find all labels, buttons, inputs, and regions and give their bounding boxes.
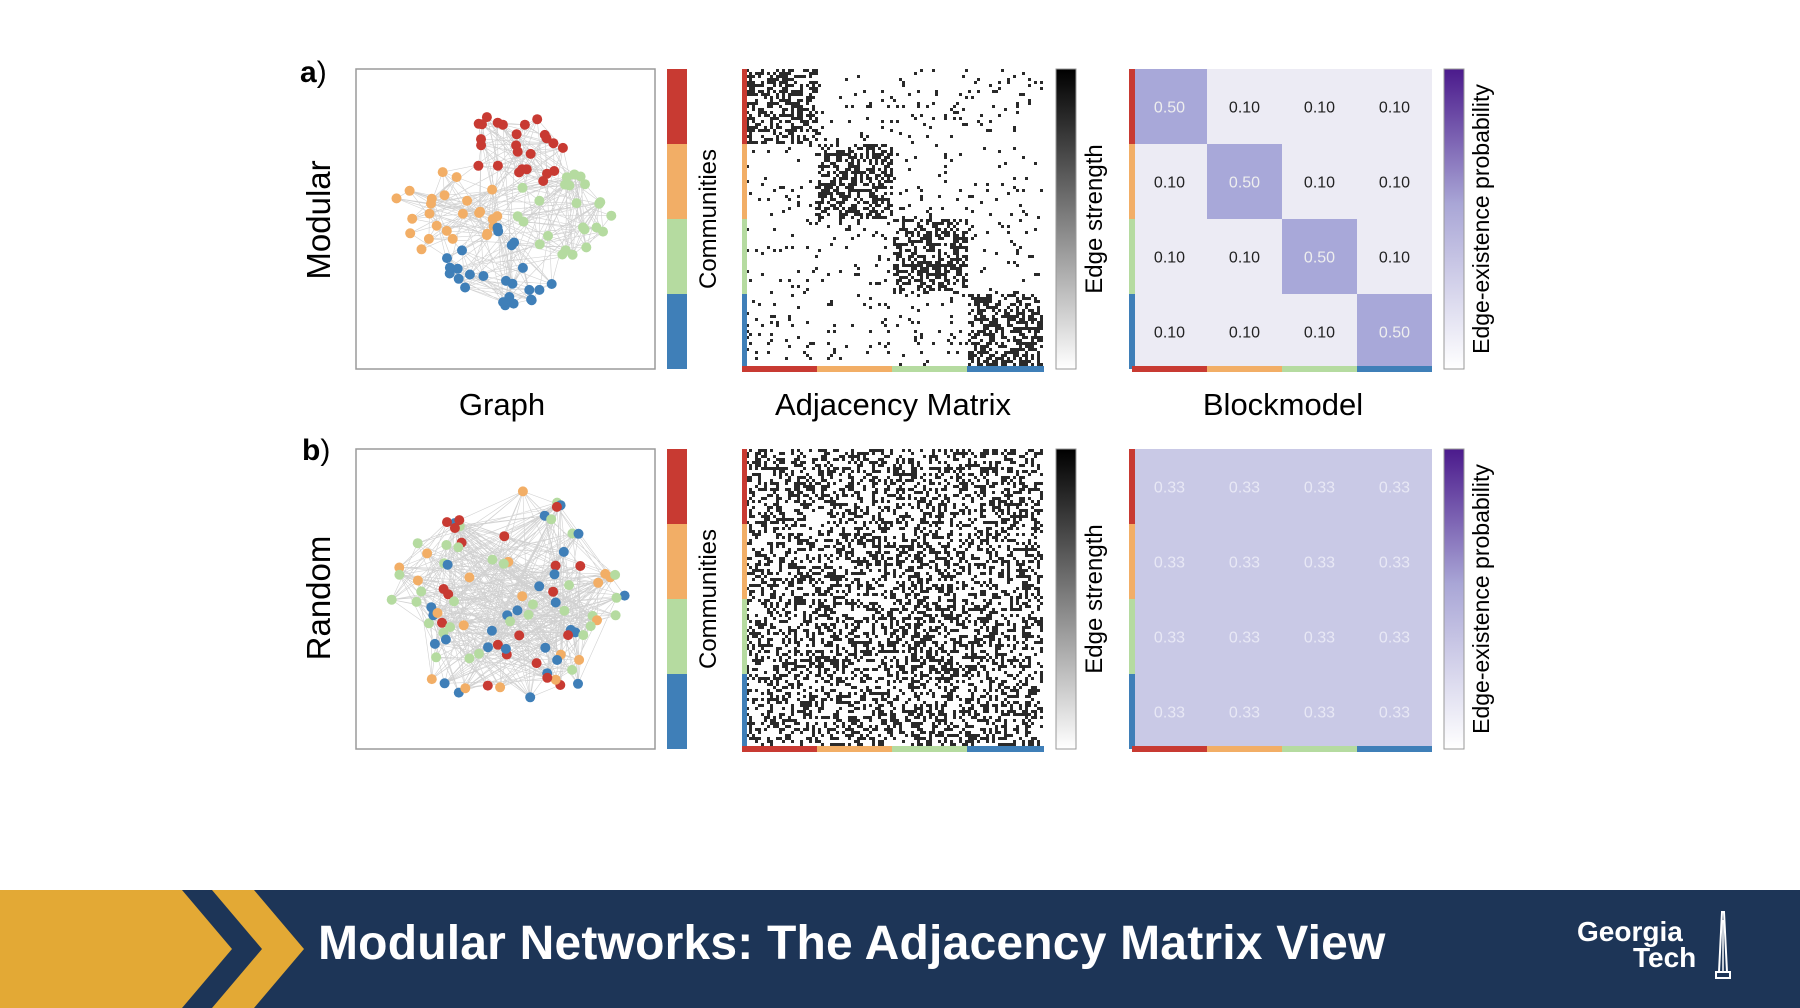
block-value: 0.50 bbox=[1378, 324, 1411, 342]
graph-node bbox=[488, 214, 498, 224]
graph-node bbox=[475, 207, 485, 217]
block-value: 0.33 bbox=[1228, 479, 1261, 497]
georgia-tech-logo bbox=[1572, 910, 1742, 990]
blockmodel-random bbox=[1129, 449, 1432, 752]
graph-node bbox=[405, 186, 415, 196]
logo-line-2: Tech bbox=[1633, 942, 1697, 973]
graph-node bbox=[458, 209, 468, 219]
column-label-graph: Graph bbox=[458, 387, 546, 422]
block-value: 0.10 bbox=[1153, 249, 1186, 267]
graph-node bbox=[427, 674, 437, 684]
graph-node bbox=[507, 240, 517, 250]
graph-node bbox=[586, 621, 596, 631]
panel-b-label: b) bbox=[302, 434, 331, 467]
communities-colorbar-random bbox=[667, 449, 687, 749]
graph-node bbox=[453, 542, 463, 552]
graph-node bbox=[512, 129, 522, 139]
graph-node bbox=[610, 570, 620, 580]
graph-node bbox=[416, 587, 426, 597]
row-label-modular: Modular bbox=[300, 160, 337, 280]
block-value: 0.33 bbox=[1378, 704, 1411, 722]
footer-banner bbox=[0, 890, 1800, 1008]
graph-node bbox=[524, 285, 534, 295]
graph-node bbox=[445, 263, 455, 273]
graph-node bbox=[593, 578, 603, 588]
graph-node bbox=[505, 616, 515, 626]
graph-node bbox=[570, 170, 580, 180]
graph-node bbox=[534, 196, 544, 206]
graph-node bbox=[493, 226, 503, 236]
block-value: 0.10 bbox=[1303, 99, 1336, 117]
block-value: 0.50 bbox=[1303, 249, 1336, 267]
graph-node bbox=[573, 679, 583, 689]
graph-node bbox=[551, 675, 561, 685]
block-value: 0.50 bbox=[1228, 174, 1261, 192]
block-value: 0.10 bbox=[1378, 174, 1411, 192]
graph-node bbox=[392, 193, 402, 203]
graph-node bbox=[405, 228, 415, 238]
graph-node bbox=[534, 581, 544, 591]
block-value: 0.33 bbox=[1303, 704, 1336, 722]
edge-strength-label-random: Edge strength bbox=[1081, 524, 1108, 674]
graph-node bbox=[476, 134, 486, 144]
blockmodel-modular bbox=[1129, 69, 1432, 372]
graph-node bbox=[487, 185, 497, 195]
graph-node bbox=[509, 299, 519, 309]
graph-node bbox=[440, 678, 450, 688]
graph-node bbox=[572, 198, 582, 208]
graph-node bbox=[495, 682, 505, 692]
graph-node bbox=[477, 119, 487, 129]
graph-node bbox=[493, 118, 503, 128]
graph-node bbox=[514, 630, 524, 640]
graph-node bbox=[442, 517, 452, 527]
graph-node bbox=[457, 245, 467, 255]
graph-node bbox=[595, 197, 605, 207]
graph-node bbox=[449, 596, 459, 606]
graph-node bbox=[547, 279, 557, 289]
edge-strength-colorbar-modular bbox=[1056, 69, 1076, 369]
graph-node bbox=[538, 176, 548, 186]
graph-node bbox=[606, 211, 616, 221]
block-value: 0.33 bbox=[1228, 629, 1261, 647]
block-value: 0.10 bbox=[1228, 249, 1261, 267]
graph-node bbox=[445, 622, 455, 632]
block-value: 0.10 bbox=[1303, 324, 1336, 342]
logo-line-1: Georgia bbox=[1577, 916, 1683, 947]
graph-node bbox=[417, 244, 427, 254]
graph-node bbox=[454, 274, 464, 284]
graph-node bbox=[478, 271, 488, 281]
graph-node bbox=[440, 190, 450, 200]
graph-node bbox=[413, 576, 423, 586]
graph-node bbox=[459, 620, 469, 630]
graph-node bbox=[439, 584, 449, 594]
block-value: 0.33 bbox=[1378, 554, 1411, 572]
graph-node bbox=[535, 239, 545, 249]
communities-colorbar-modular bbox=[667, 69, 687, 369]
slide-title: Modular Networks: The Adjacency Matrix View bbox=[318, 917, 1386, 970]
graph-node bbox=[460, 283, 470, 293]
graph-node bbox=[598, 227, 608, 237]
graph-panel-random bbox=[356, 449, 655, 749]
graph-node bbox=[524, 610, 534, 620]
block-value: 0.33 bbox=[1303, 479, 1336, 497]
graph-node bbox=[518, 263, 528, 273]
graph-node bbox=[452, 172, 462, 182]
graph-node bbox=[600, 569, 610, 579]
chevron-decoration bbox=[0, 890, 330, 1008]
graph-node bbox=[499, 559, 509, 569]
graph-node bbox=[513, 147, 523, 157]
block-value: 0.33 bbox=[1303, 554, 1336, 572]
graph-node bbox=[534, 285, 544, 295]
block-value: 0.10 bbox=[1228, 324, 1261, 342]
graph-node bbox=[548, 138, 558, 148]
graph-node bbox=[431, 652, 441, 662]
graph-node bbox=[424, 234, 434, 244]
graph-node bbox=[422, 548, 432, 558]
graph-node bbox=[498, 297, 508, 307]
graph-node bbox=[549, 166, 559, 176]
graph-node bbox=[483, 681, 493, 691]
graph-node bbox=[552, 502, 562, 512]
block-value: 0.10 bbox=[1378, 99, 1411, 117]
graph-node bbox=[517, 164, 527, 174]
graph-node bbox=[532, 114, 542, 124]
graph-node bbox=[575, 561, 585, 571]
adjacency-matrix-modular bbox=[742, 69, 1044, 372]
graph-node bbox=[518, 183, 528, 193]
graph-node bbox=[487, 555, 497, 565]
block-value: 0.33 bbox=[1153, 479, 1186, 497]
graph-node bbox=[430, 639, 440, 649]
block-value: 0.33 bbox=[1153, 704, 1186, 722]
graph-node bbox=[546, 514, 556, 524]
graph-node bbox=[460, 683, 470, 693]
graph-node bbox=[462, 196, 472, 206]
communities-label-random: Communities bbox=[695, 528, 722, 670]
graph-node bbox=[432, 221, 442, 231]
graph-node bbox=[548, 587, 558, 597]
graph-node bbox=[499, 531, 509, 541]
probability-colorbar-random bbox=[1444, 449, 1464, 749]
graph-node bbox=[568, 250, 578, 260]
edge-strength-colorbar-random bbox=[1056, 449, 1076, 749]
graph-node bbox=[407, 214, 417, 224]
graph-node bbox=[493, 161, 503, 171]
graph-node bbox=[482, 230, 492, 240]
graph-node bbox=[559, 547, 569, 557]
probability-colorbar-modular bbox=[1444, 69, 1464, 369]
graph-node bbox=[517, 591, 527, 601]
block-value: 0.10 bbox=[1378, 249, 1411, 267]
block-value: 0.33 bbox=[1378, 479, 1411, 497]
row-label-random: Random bbox=[300, 535, 337, 661]
adjacency-matrix-random bbox=[742, 449, 1044, 752]
block-value: 0.10 bbox=[1228, 99, 1261, 117]
graph-node bbox=[612, 593, 622, 603]
graph-node bbox=[442, 253, 452, 263]
graph-node bbox=[550, 569, 560, 579]
graph-node bbox=[574, 655, 584, 665]
graph-node bbox=[413, 538, 423, 548]
block-value: 0.33 bbox=[1153, 554, 1186, 572]
graph-node bbox=[552, 655, 562, 665]
graph-node bbox=[387, 595, 397, 605]
graph-node bbox=[558, 143, 568, 153]
block-value: 0.10 bbox=[1153, 174, 1186, 192]
graph-node bbox=[578, 630, 588, 640]
probability-label-modular: Edge-existence probability bbox=[1468, 84, 1494, 354]
graph-node bbox=[520, 120, 530, 130]
graph-node bbox=[394, 570, 404, 580]
block-value: 0.33 bbox=[1303, 629, 1336, 647]
graph-node bbox=[448, 234, 458, 244]
block-value: 0.33 bbox=[1228, 554, 1261, 572]
block-value: 0.33 bbox=[1153, 629, 1186, 647]
graph-node bbox=[581, 242, 591, 252]
graph-node bbox=[611, 610, 621, 620]
graph-node bbox=[512, 605, 522, 615]
graph-node bbox=[526, 295, 536, 305]
block-value: 0.50 bbox=[1153, 99, 1186, 117]
panel-a-label: a) bbox=[300, 56, 327, 89]
graph-node bbox=[580, 225, 590, 235]
graph-node bbox=[501, 644, 511, 654]
graph-node bbox=[525, 692, 535, 702]
graph-node bbox=[426, 199, 436, 209]
block-value: 0.10 bbox=[1303, 174, 1336, 192]
graph-node bbox=[540, 643, 550, 653]
graph-panel-modular bbox=[356, 69, 655, 369]
graph-node bbox=[542, 673, 552, 683]
graph-node bbox=[574, 529, 584, 539]
graph-node bbox=[526, 149, 536, 159]
graph-node bbox=[532, 658, 542, 668]
graph-node bbox=[528, 599, 538, 609]
block-value: 0.33 bbox=[1228, 704, 1261, 722]
graph-node bbox=[518, 486, 528, 496]
graph-node bbox=[465, 270, 475, 280]
graph-node bbox=[564, 181, 574, 191]
graph-node bbox=[425, 209, 435, 219]
graph-node bbox=[563, 630, 573, 640]
graph-node bbox=[464, 572, 474, 582]
graph-node bbox=[474, 649, 484, 659]
graph-node bbox=[483, 642, 493, 652]
graph-node bbox=[543, 231, 553, 241]
graph-node bbox=[442, 226, 452, 236]
edge-strength-label-modular: Edge strength bbox=[1081, 144, 1108, 294]
graph-node bbox=[454, 515, 464, 525]
graph-node bbox=[438, 167, 448, 177]
graph-node bbox=[433, 608, 443, 618]
probability-label-random: Edge-existence probability bbox=[1468, 464, 1494, 734]
communities-label-modular: Communities bbox=[695, 148, 722, 290]
graph-node bbox=[557, 250, 567, 260]
graph-node bbox=[412, 597, 422, 607]
graph-node bbox=[551, 561, 561, 571]
graph-node bbox=[441, 635, 451, 645]
graph-node bbox=[508, 279, 518, 289]
graph-node bbox=[519, 217, 529, 227]
tower-icon bbox=[1708, 910, 1738, 990]
block-value: 0.33 bbox=[1378, 629, 1411, 647]
graph-node bbox=[473, 161, 483, 171]
graph-node bbox=[551, 598, 561, 608]
graph-node bbox=[559, 606, 569, 616]
graph-node bbox=[487, 626, 497, 636]
block-value: 0.10 bbox=[1153, 324, 1186, 342]
graph-node bbox=[443, 560, 453, 570]
graph-node bbox=[441, 540, 451, 550]
graph-node bbox=[464, 653, 474, 663]
column-label-adjacency: Adjacency Matrix bbox=[774, 387, 1012, 422]
graph-node bbox=[564, 580, 574, 590]
column-label-blockmodel: Blockmodel bbox=[1202, 387, 1364, 422]
graph-node bbox=[567, 665, 577, 675]
